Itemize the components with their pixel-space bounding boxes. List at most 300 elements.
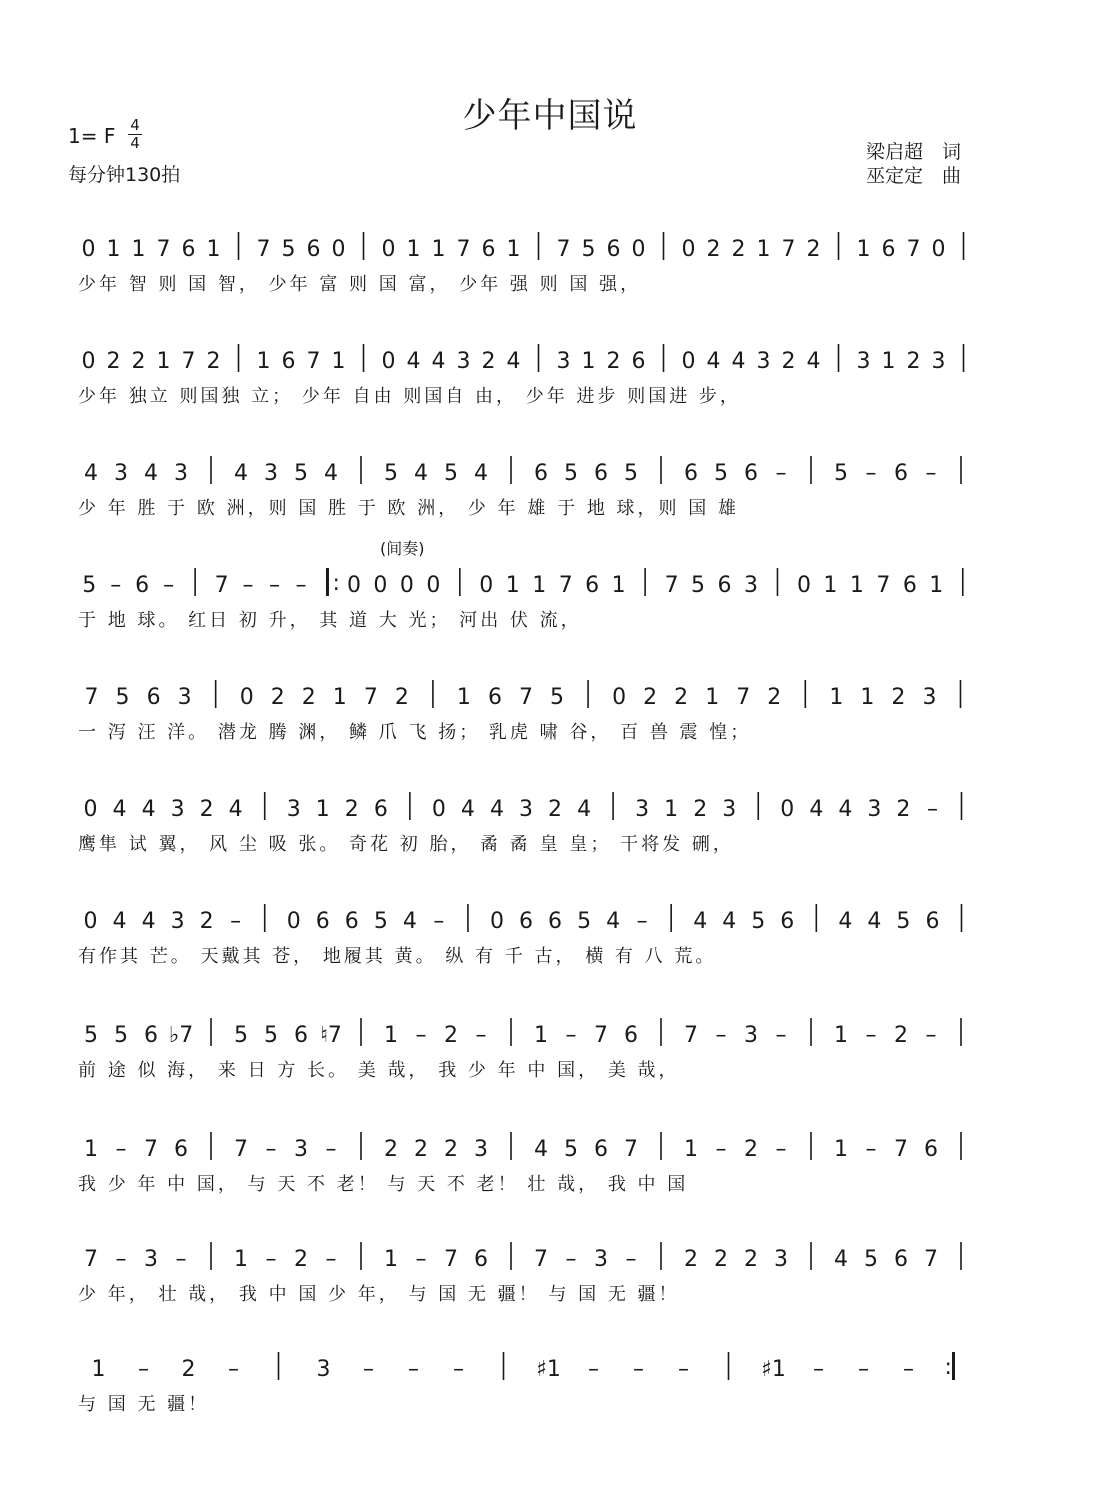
note: –: [678, 1357, 689, 1382]
note: –: [453, 1357, 464, 1382]
note: 1: [431, 237, 446, 262]
note: 4: [112, 909, 127, 934]
note: 0: [399, 573, 414, 598]
note: 3: [867, 797, 882, 822]
note: 1: [384, 1023, 398, 1048]
note: 0: [81, 349, 96, 374]
note: 0: [239, 685, 254, 710]
note: 0: [286, 909, 301, 934]
note: 4: [838, 797, 853, 822]
note: 3: [722, 797, 737, 822]
note: –: [138, 1357, 149, 1382]
time-signature-bottom: 4: [130, 134, 140, 152]
note: –: [858, 1357, 869, 1382]
note: 6: [624, 1023, 638, 1048]
note: –: [715, 1023, 727, 1048]
note: 1: [581, 349, 596, 374]
note: 0: [431, 797, 446, 822]
note: 6: [146, 685, 161, 710]
note: 3: [177, 685, 192, 710]
score-line: [70, 560, 982, 640]
credit-lyricist: 梁启超 词: [866, 141, 962, 163]
note: 0: [612, 685, 627, 710]
note: 1: [256, 349, 271, 374]
note: 6: [294, 1023, 308, 1048]
note: 7: [876, 573, 891, 598]
score-line: [70, 1010, 982, 1090]
score-line: [70, 896, 982, 976]
time-signature-top: 4: [130, 116, 140, 134]
note: –: [865, 461, 877, 486]
note: 1: [331, 349, 346, 374]
note: 3: [856, 349, 871, 374]
note: 4: [731, 349, 746, 374]
note: 1: [611, 573, 626, 598]
note: –: [926, 797, 938, 822]
note: 2: [344, 797, 359, 822]
note: 4: [838, 909, 853, 934]
note: 3: [744, 573, 758, 598]
note: 7: [736, 685, 751, 710]
note: 7: [534, 1247, 548, 1272]
note: 3: [744, 1023, 758, 1048]
note: 1: [834, 1023, 848, 1048]
note: –: [265, 1137, 277, 1162]
note: 4: [234, 461, 248, 486]
note: 7: [234, 1137, 248, 1162]
note: 0: [931, 237, 946, 262]
note: 5: [294, 461, 308, 486]
note: 6: [894, 461, 908, 486]
lyric-row: 于 地 球。 红日 初 升， 其 道 大 光； 河出 伏 流，: [78, 610, 582, 631]
note: 4: [112, 797, 127, 822]
notation-row: [70, 336, 982, 376]
note: –: [588, 1357, 599, 1382]
lyric-row: 与 国 无 疆！: [78, 1394, 210, 1415]
note: 2: [270, 685, 285, 710]
note: –: [163, 573, 175, 598]
note: 0: [81, 237, 96, 262]
note: 6: [594, 461, 608, 486]
note: 7: [894, 1137, 908, 1162]
note: ♭7: [168, 1023, 194, 1048]
note: 7: [256, 237, 271, 262]
notation-row: [70, 1124, 982, 1164]
note: 6: [894, 1247, 908, 1272]
note: 3: [922, 685, 937, 710]
note: –: [565, 1023, 577, 1048]
note: 3: [294, 1137, 308, 1162]
note: 3: [756, 349, 771, 374]
note: –: [625, 1247, 637, 1272]
note: 1: [131, 237, 146, 262]
note: 4: [144, 461, 158, 486]
notation-row: [70, 1344, 982, 1384]
note: 6: [481, 237, 496, 262]
note: 2: [767, 685, 782, 710]
note: 1: [206, 237, 221, 262]
note: 7: [306, 349, 321, 374]
note: 1: [234, 1247, 248, 1272]
note: 2: [684, 1247, 698, 1272]
repeat-dots: :: [944, 1355, 952, 1380]
note: 2: [206, 349, 221, 374]
note: 2: [384, 1137, 398, 1162]
note: 6: [344, 909, 359, 934]
note: –: [230, 909, 242, 934]
note: 3: [556, 349, 571, 374]
note: 3: [594, 1247, 608, 1272]
note: 5: [84, 1023, 98, 1048]
note: 5: [691, 573, 706, 598]
note: –: [903, 1357, 914, 1382]
note: 7: [664, 573, 679, 598]
note: –: [636, 909, 648, 934]
note: 6: [606, 237, 621, 262]
note: 3: [114, 461, 128, 486]
note: 7: [924, 1247, 938, 1272]
note: 5: [751, 909, 766, 934]
note: 2: [106, 349, 121, 374]
note: –: [325, 1247, 337, 1272]
score-line: [70, 784, 982, 864]
note: 5: [577, 909, 592, 934]
note: 6: [135, 573, 150, 598]
note: 6: [902, 573, 917, 598]
note: 2: [744, 1247, 758, 1272]
song-title: 少年中国说: [462, 96, 638, 136]
notation-row: [70, 224, 982, 264]
note: –: [433, 909, 445, 934]
note: 4: [228, 797, 243, 822]
note: 2: [781, 349, 796, 374]
note: 0: [83, 797, 98, 822]
note: 2: [891, 685, 906, 710]
note: 1: [823, 573, 838, 598]
note: 6: [519, 909, 533, 934]
note: 2: [181, 1357, 196, 1382]
lyric-row: 少年 智 则 国 智， 少年 富 则 国 富， 少年 强 则 国 强，: [78, 274, 642, 295]
note: 6: [144, 1023, 158, 1048]
note: 0: [796, 573, 811, 598]
note: 2: [199, 909, 214, 934]
note: 6: [174, 1137, 188, 1162]
note: 2: [131, 349, 146, 374]
note: 4: [414, 461, 428, 486]
note: ♯1: [761, 1357, 786, 1382]
notation-row: [70, 896, 982, 936]
note: 3: [264, 461, 278, 486]
score-line: [70, 1234, 982, 1314]
note: 1: [756, 237, 771, 262]
credit-composer: 巫定定 曲: [866, 165, 962, 187]
note: 2: [806, 237, 821, 262]
note: –: [475, 1023, 487, 1048]
note: 5: [234, 1023, 248, 1048]
note: 6: [585, 573, 600, 598]
note: 5: [281, 237, 296, 262]
lyric-row: 前 途 似 海， 来 日 方 长。 美 哉， 我 少 年 中 国， 美 哉，: [78, 1060, 680, 1081]
note: 5: [264, 1023, 278, 1048]
note: 3: [456, 349, 471, 374]
note: 5: [114, 1023, 128, 1048]
lyric-row: 少 年 胜 于 欧 洲，则 国 胜 于 欧 洲， 少 年 雄 于 地 球，则 国 雄: [78, 498, 739, 519]
note: 2: [301, 685, 316, 710]
note: 2: [394, 685, 409, 710]
note: 7: [144, 1137, 158, 1162]
tempo-marking: 每分钟130拍: [68, 164, 181, 186]
note: 4: [431, 349, 446, 374]
note: 2: [706, 237, 721, 262]
note: –: [110, 573, 122, 598]
note: 7: [594, 1023, 608, 1048]
note: 5: [714, 461, 728, 486]
note: –: [565, 1247, 577, 1272]
note: 0: [780, 797, 795, 822]
note: 2: [744, 1137, 758, 1162]
note: 2: [414, 1137, 428, 1162]
note: ♮7: [320, 1023, 342, 1048]
note: 6: [315, 909, 330, 934]
note: 4: [867, 909, 882, 934]
note: 6: [594, 1137, 608, 1162]
note: 5: [550, 685, 565, 710]
lyric-row: 少 年， 壮 哉， 我 中 国 少 年， 与 国 无 疆！ 与 国 无 疆！: [78, 1284, 680, 1305]
note: 3: [170, 909, 185, 934]
note: 2: [714, 1247, 728, 1272]
lyric-row: 少年 独立 则国独 立； 少年 自由 则国自 由， 少年 进步 则国进 步，: [78, 386, 741, 407]
note: 5: [581, 237, 596, 262]
note: 5: [384, 461, 398, 486]
note: 7: [456, 237, 471, 262]
note: 3: [286, 797, 301, 822]
note: 2: [894, 1023, 908, 1048]
note: 1: [664, 797, 679, 822]
note: 4: [806, 349, 821, 374]
note: 3: [174, 461, 188, 486]
note: –: [408, 1357, 419, 1382]
note: –: [295, 573, 307, 598]
note: 1: [834, 1137, 848, 1162]
lyric-row: 一 泻 汪 洋。 潜龙 腾 渊， 鳞 爪 飞 扬； 乳虎 啸 谷， 百 兽 震 惶；: [78, 722, 752, 743]
note: 4: [489, 797, 504, 822]
note: 1: [406, 237, 421, 262]
note: 7: [214, 573, 229, 598]
score-line: [70, 448, 982, 528]
note: 5: [864, 1247, 878, 1272]
note: 5: [115, 685, 130, 710]
note: –: [115, 1247, 127, 1272]
note: 1: [106, 237, 121, 262]
note: 7: [181, 349, 196, 374]
note: 0: [381, 349, 396, 374]
note: –: [115, 1137, 127, 1162]
note: 0: [479, 573, 494, 598]
note: –: [269, 573, 281, 598]
note: 2: [199, 797, 214, 822]
score-line: [70, 336, 982, 416]
note: 1: [84, 1137, 98, 1162]
note: 7: [84, 685, 99, 710]
note: 6: [181, 237, 196, 262]
note: 4: [406, 349, 421, 374]
note: –: [925, 461, 937, 486]
note: 1: [532, 573, 547, 598]
key-signature: 1= F: [68, 124, 116, 148]
note: 1: [684, 1137, 698, 1162]
note: 6: [881, 237, 896, 262]
note: 0: [331, 237, 346, 262]
note: –: [715, 1137, 727, 1162]
note: –: [775, 461, 787, 486]
note: –: [865, 1023, 877, 1048]
note: 0: [631, 237, 646, 262]
note: 7: [363, 685, 378, 710]
note: 6: [744, 461, 758, 486]
note: 3: [474, 1137, 488, 1162]
notation-row: [70, 1234, 982, 1274]
note: 1: [881, 349, 896, 374]
note: 2: [548, 797, 563, 822]
note: 7: [624, 1137, 638, 1162]
note: 6: [474, 1247, 488, 1272]
note: 1: [856, 237, 871, 262]
notation-row: [70, 560, 982, 600]
note: 5: [896, 909, 911, 934]
note: 5: [624, 461, 638, 486]
note: –: [325, 1137, 337, 1162]
note: 0: [681, 349, 696, 374]
note: 4: [706, 349, 721, 374]
note: 1: [505, 573, 520, 598]
note: 2: [643, 685, 658, 710]
note: –: [265, 1247, 277, 1272]
note: 1: [829, 685, 844, 710]
note: 4: [324, 461, 338, 486]
note: –: [363, 1357, 374, 1382]
note: 3: [635, 797, 650, 822]
note: 4: [577, 797, 592, 822]
note: –: [775, 1137, 787, 1162]
note: 4: [606, 909, 621, 934]
note: 2: [444, 1023, 458, 1048]
note: 4: [84, 461, 98, 486]
note: 5: [444, 461, 458, 486]
note: 1: [849, 573, 864, 598]
note: –: [775, 1023, 787, 1048]
note: 4: [534, 1137, 548, 1162]
note: 6: [925, 909, 940, 934]
note: 7: [556, 237, 571, 262]
note: 4: [141, 909, 156, 934]
note: 1: [506, 237, 521, 262]
note: 1: [156, 349, 171, 374]
note: 2: [294, 1247, 308, 1272]
note: 1: [860, 685, 875, 710]
note: 4: [722, 909, 737, 934]
note: –: [415, 1247, 427, 1272]
note: –: [633, 1357, 644, 1382]
note: 4: [474, 461, 488, 486]
note: 4: [460, 797, 475, 822]
note: 3: [774, 1247, 788, 1272]
note: 4: [402, 909, 417, 934]
note: 0: [489, 909, 504, 934]
note: 5: [373, 909, 388, 934]
note: 7: [906, 237, 921, 262]
note: 0: [681, 237, 696, 262]
credits: [866, 140, 1018, 188]
note: 2: [896, 797, 911, 822]
score-line: [70, 672, 982, 752]
note: –: [925, 1023, 937, 1048]
note: 4: [834, 1247, 848, 1272]
note: 1: [384, 1247, 398, 1272]
note: 6: [780, 909, 795, 934]
note: 4: [693, 909, 708, 934]
score-line: [70, 224, 982, 304]
note: 0: [83, 909, 98, 934]
note: –: [228, 1357, 239, 1382]
note: 4: [506, 349, 521, 374]
note: 5: [564, 461, 578, 486]
notation-row: [70, 448, 982, 488]
note: 6: [534, 461, 548, 486]
note: –: [865, 1137, 877, 1162]
note: 3: [144, 1247, 158, 1272]
note: 0: [373, 573, 388, 598]
lyric-row: 鹰隼 试 翼， 风 尘 吸 张。 奇花 初 胎， 矞 矞 皇 皇； 干将发 硎，: [78, 834, 734, 855]
note: 6: [487, 685, 502, 710]
note: 6: [548, 909, 563, 934]
note: 7: [781, 237, 796, 262]
note: 2: [481, 349, 496, 374]
note: 6: [306, 237, 321, 262]
note: 3: [519, 797, 533, 822]
note: 2: [606, 349, 621, 374]
note: 7: [684, 1023, 698, 1048]
notation-row: [70, 1010, 982, 1050]
note: 1: [534, 1023, 548, 1048]
note: 7: [156, 237, 171, 262]
note: –: [242, 573, 254, 598]
repeat-dots: :: [332, 571, 340, 596]
note: 7: [558, 573, 573, 598]
lyric-row: 我 少 年 中 国， 与 天 不 老！ 与 天 不 老！ 壮 哉， 我 中 国: [78, 1174, 689, 1195]
note: 0: [426, 573, 441, 598]
notation-row: [70, 784, 982, 824]
note: 0: [346, 573, 361, 598]
note: ♯1: [536, 1357, 561, 1382]
note: 3: [931, 349, 946, 374]
interlude-label: (间奏): [380, 539, 425, 558]
note: 7: [444, 1247, 458, 1272]
note: 6: [631, 349, 646, 374]
note: –: [415, 1023, 427, 1048]
note: 3: [316, 1357, 331, 1382]
note: 5: [834, 461, 848, 486]
note: 4: [141, 797, 156, 822]
note: 1: [705, 685, 720, 710]
note: 1: [929, 573, 944, 598]
note: 1: [456, 685, 471, 710]
lyric-row: 有作其 芒。 天戴其 苍， 地履其 黄。 纵 有 千 古， 横 有 八 荒。: [78, 946, 717, 967]
note: 6: [281, 349, 296, 374]
note: –: [813, 1357, 824, 1382]
note: 2: [731, 237, 746, 262]
note: 6: [924, 1137, 938, 1162]
note: 7: [84, 1247, 98, 1272]
